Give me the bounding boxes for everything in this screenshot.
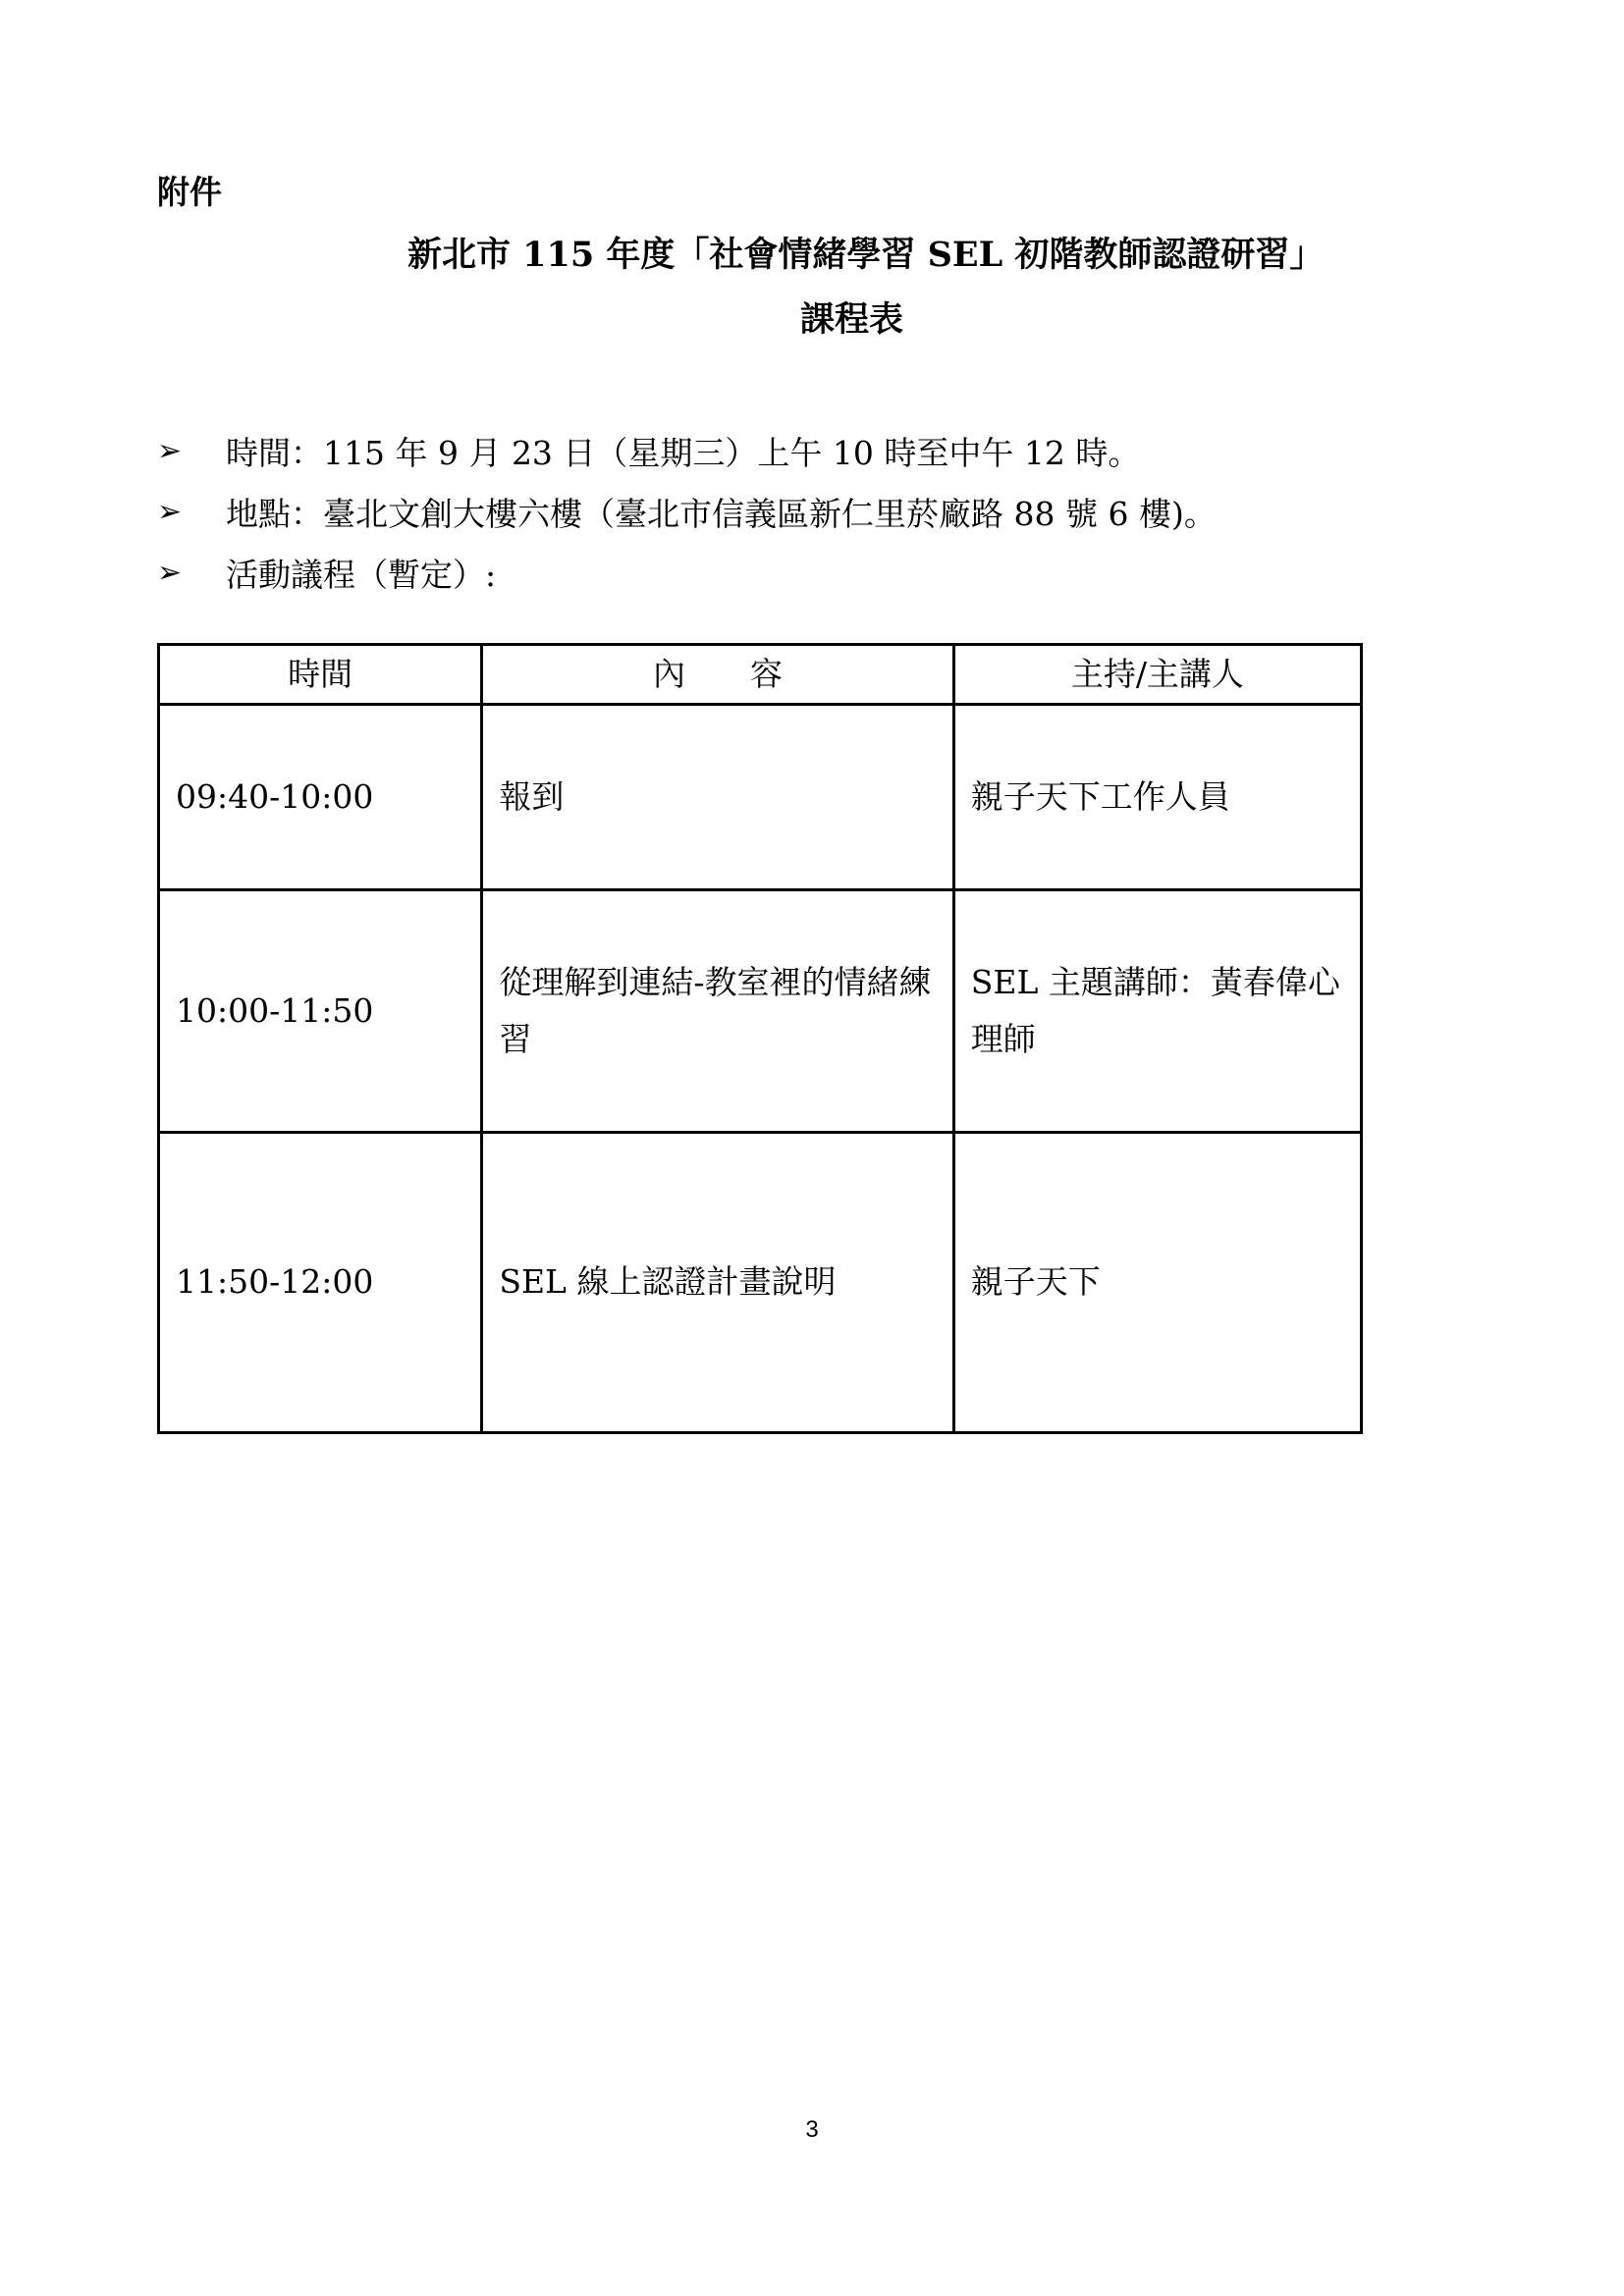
info-item-agenda	[157, 542, 1217, 603]
info-text-time: 時間：115 年 9 月 23 日（星期三）上午 10 時至中午 12 時。	[226, 433, 1141, 472]
attachment-label: 附件	[157, 173, 222, 211]
schedule-table	[157, 643, 1363, 1434]
header-host: 主持/主講人	[953, 645, 1361, 705]
cell-content: 從理解到連結-教室裡的情緒練習	[482, 890, 953, 1133]
table-header-row	[159, 645, 1362, 705]
cell-time: 11:50-12:00	[159, 1132, 482, 1432]
cell-host: SEL 主題講師：黃春偉心理師	[953, 890, 1361, 1133]
table-row	[159, 705, 1362, 890]
header-content: 內 容	[482, 645, 953, 705]
cell-time: 10:00-11:50	[159, 890, 482, 1133]
event-info-list	[157, 420, 1217, 603]
arrow-bullet-icon: ➢	[157, 494, 183, 529]
document-subtitle: 課程表	[799, 299, 903, 340]
info-item-time	[157, 420, 1217, 481]
table-row	[159, 1132, 1362, 1432]
cell-host: 親子天下	[953, 1132, 1361, 1432]
table-row	[159, 890, 1362, 1133]
info-text-location: 地點：臺北文創大樓六樓（臺北市信義區新仁里菸廠路 88 號 6 樓)。	[226, 494, 1217, 533]
document-title: 新北市 115 年度「社會情緒學習 SEL 初階教師認證研習」	[407, 235, 1325, 275]
info-item-location	[157, 481, 1217, 542]
cell-content: 報到	[482, 705, 953, 890]
cell-time: 09:40-10:00	[159, 705, 482, 890]
cell-content: SEL 線上認證計畫說明	[482, 1132, 953, 1432]
arrow-bullet-icon: ➢	[157, 555, 183, 590]
page-number: 3	[805, 2116, 819, 2143]
header-time: 時間	[159, 645, 482, 705]
arrow-bullet-icon: ➢	[157, 433, 183, 468]
info-text-agenda: 活動議程（暫定）:	[226, 555, 497, 594]
cell-host: 親子天下工作人員	[953, 705, 1361, 890]
